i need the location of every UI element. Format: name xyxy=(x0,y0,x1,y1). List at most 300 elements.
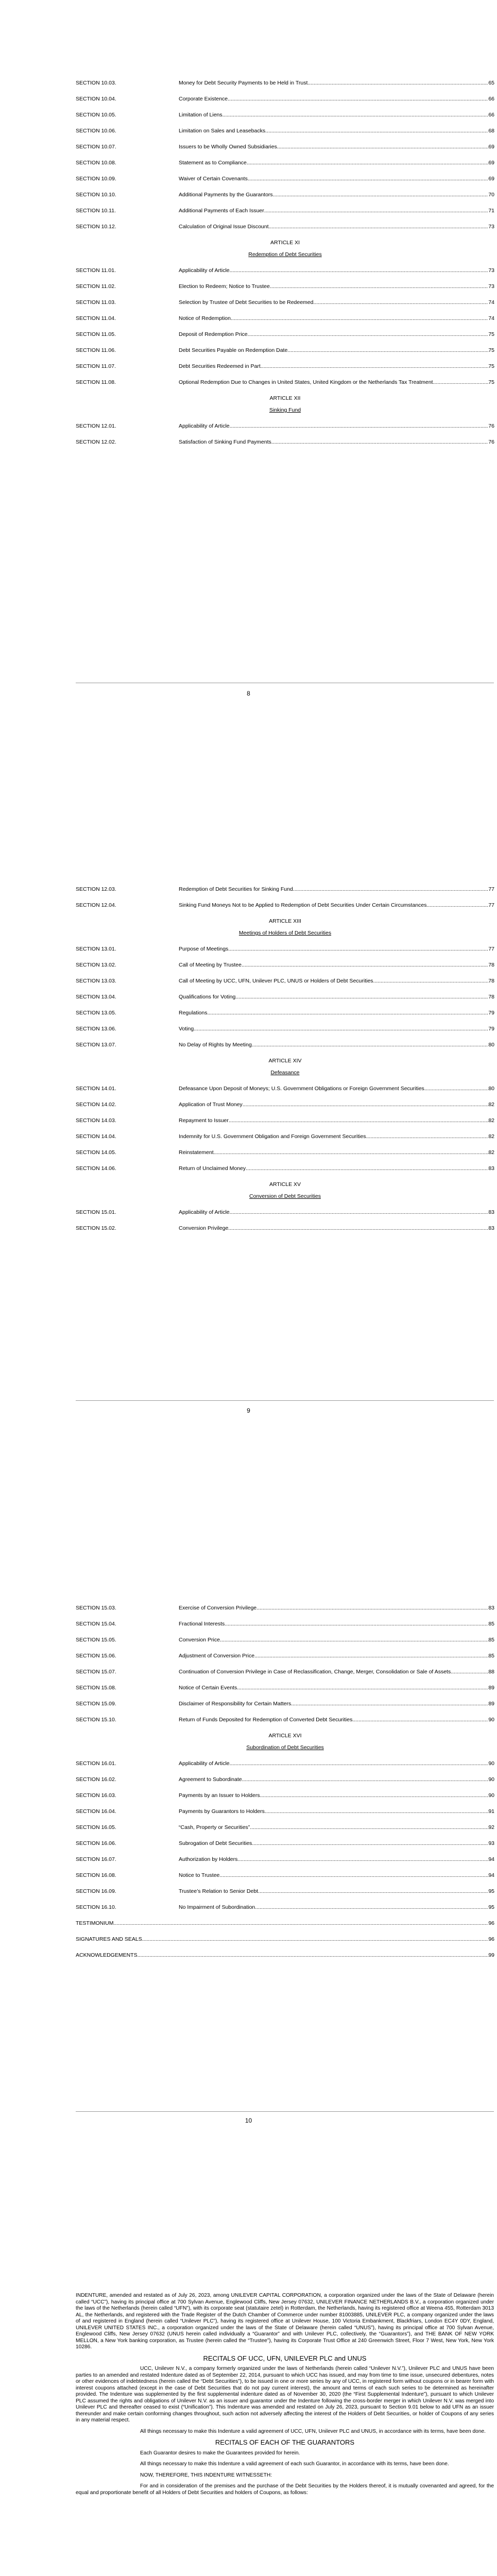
section-number: SECTION 16.06. xyxy=(76,1840,116,1846)
dot-leader xyxy=(228,96,488,103)
toc-entry xyxy=(76,176,494,182)
section-number: SECTION 14.02. xyxy=(76,1101,116,1108)
section-title: “Cash, Property or Securities” xyxy=(179,1824,250,1831)
toc-entry xyxy=(76,1117,494,1124)
page-ref: 80 xyxy=(488,1086,494,1092)
dot-leader xyxy=(246,1165,488,1172)
section-title: Call of Meeting by UCC, UFN, Unilever PLC, UNUS or Holders of Debt Securities xyxy=(179,978,373,984)
toc-entry xyxy=(76,96,494,103)
section-title: Debt Securities Redeemed in Part xyxy=(179,363,261,369)
section-entry xyxy=(179,1872,494,1879)
section-number: SECTION 13.04. xyxy=(76,994,116,1000)
dot-leader xyxy=(261,363,489,370)
section-number: SECTION 10.05. xyxy=(76,112,116,118)
toc-entry xyxy=(76,1872,494,1879)
recital-paragraph: UCC, Unilever N.V., a company formerly organized under the laws of Netherlands (herein called “Unilever N.V.”), Unilever PLC and UNUS have been parties to an amended and restated Indenture dated as of September 22, 2014, pursuant to which UCC has issued, and may from time to time issue, unsecured debentures, notes or other evidences of indebtedness (herein called the “Debt Securities”), to be issued in one or more series by any of UCC, in registered form without coupons or in bearer form with interest coupons attached (except in the case of Debt Securities that do not pay current interest), the amount and terms of each such series to be determined as hereinafter provided. The Indenture was supplemented by the first supplemental indenture dated as of November 30, 2020 (the “First Supplemental Indenture”), pursuant to which Unilever PLC assumed the rights and obligations of Unilever N.V. as an issuer and guarantor under the Indenture following the cross-border merger in which Unilever N.V. was merged into Unilever PLC and thereafter ceased to exist (“Unification”). This Indenture was amended and restated on July 26, 2023, pursuant to Section 9.01 below to add UFN as an issuer thereunder and make certain conforming changes throughout, such action not adversely affecting the interest of the Holders of Debt Securities, or holder of Coupons of any series in any material respect. xyxy=(76,2366,494,2423)
toc-entry xyxy=(76,160,494,166)
page-ref: 68 xyxy=(488,128,494,134)
page-ref: 75 xyxy=(488,379,494,385)
dot-leader xyxy=(427,902,489,909)
section-entry xyxy=(179,176,494,182)
page-ref: 71 xyxy=(488,208,494,214)
toc-entry xyxy=(76,208,494,214)
toc-entry xyxy=(76,1840,494,1847)
section-entry xyxy=(179,208,494,214)
section-title: Statement as to Compliance xyxy=(179,160,247,166)
section-entry xyxy=(179,379,494,386)
toc-entry xyxy=(76,1952,494,1959)
toc-entry xyxy=(76,1165,494,1172)
dot-leader xyxy=(424,1086,489,1092)
page-ref: 73 xyxy=(488,224,494,230)
dot-leader xyxy=(247,160,488,166)
section-number: SECTION 14.06. xyxy=(76,1165,116,1172)
toc-page-10 xyxy=(0,1432,497,2148)
page-ref: 92 xyxy=(488,1824,494,1831)
section-number: SECTION 13.05. xyxy=(76,1010,116,1016)
recital-paragraph: All things necessary to make this Indenture a valid agreement of each such Guarantor, in accordance with its terms, have been done. xyxy=(140,2461,449,2467)
toc-entry xyxy=(76,1149,494,1156)
section-title: No Impairment of Subordination xyxy=(179,1904,255,1910)
section-number: SECTION 15.05. xyxy=(76,1637,116,1643)
section-title: Calculation of Original Issue Discount xyxy=(179,224,269,230)
page-ref: 76 xyxy=(488,423,494,429)
page-separator xyxy=(76,2111,494,2112)
article-title: Subordination of Debt Securities xyxy=(246,1744,324,1751)
toc-entry xyxy=(76,946,494,953)
page-ref: 90 xyxy=(488,1717,494,1723)
toc-entry xyxy=(76,1086,494,1092)
toc-entry xyxy=(76,962,494,969)
article-heading: ARTICLE XVI xyxy=(268,1733,302,1739)
toc-entry xyxy=(76,331,494,338)
section-number: SECTION 16.02. xyxy=(76,1776,116,1783)
section-entry xyxy=(179,315,494,322)
section-entry xyxy=(179,1760,494,1767)
article-title: Meetings of Holders of Debt Securities xyxy=(238,930,332,936)
section-title: No Delay of Rights by Meeting xyxy=(179,1042,252,1048)
section-number: SECTION 14.01. xyxy=(76,1086,116,1092)
section-number: SECTION 11.06. xyxy=(76,347,116,353)
toc-entry xyxy=(76,1605,494,1612)
section-number: SECTION 10.03. xyxy=(76,80,116,86)
section-title: Issuers to be Wholly Owned Subsidiaries xyxy=(179,144,277,150)
section-entry xyxy=(179,1605,494,1612)
page-ref: 78 xyxy=(488,978,494,984)
section-entry xyxy=(179,902,494,909)
section-title: Return of Funds Deposited for Redemption of Converted Debt Securities xyxy=(179,1717,353,1723)
recitals-heading: RECITALS OF UCC, UFN, UNILEVER PLC and UNUS xyxy=(203,2354,367,2362)
toc-entry xyxy=(76,1776,494,1783)
page-ref: 93 xyxy=(488,1840,494,1846)
article-heading: ARTICLE XII xyxy=(269,395,301,401)
section-entry xyxy=(179,1904,494,1911)
page-ref: 96 xyxy=(488,1920,494,1926)
section-number: SECTION 13.02. xyxy=(76,962,116,968)
section-number: SECTION 15.06. xyxy=(76,1653,116,1659)
dot-leader xyxy=(256,1605,488,1612)
section-title: Return of Unclaimed Money xyxy=(179,1165,246,1172)
section-title: Fractional Interests xyxy=(179,1621,225,1627)
dot-leader xyxy=(270,283,488,290)
section-number: SECTION 13.07. xyxy=(76,1042,116,1048)
section-entry xyxy=(179,1165,494,1172)
section-title: Exercise of Conversion Privilege xyxy=(179,1605,257,1611)
section-title: Notice of Redemption xyxy=(179,315,231,321)
dot-leader xyxy=(313,299,488,306)
section-entry xyxy=(179,1086,494,1092)
section-title: Applicability of Article xyxy=(179,267,230,274)
section-title: Voting xyxy=(179,1026,194,1032)
section-number: SECTION 11.04. xyxy=(76,315,116,321)
section-number: SECTION 15.04. xyxy=(76,1621,116,1627)
section-entry xyxy=(179,978,494,985)
section-entry xyxy=(179,1888,494,1895)
section-title: TESTIMONIUM xyxy=(76,1920,114,1926)
toc-entry xyxy=(76,1133,494,1140)
page-ref: 65 xyxy=(488,80,494,86)
page-ref: 82 xyxy=(488,1133,494,1140)
section-title: Trustee’s Relation to Senior Debt xyxy=(179,1888,259,1894)
section-title: Continuation of Conversion Privilege in Case of Reclassification, Change, Merger, Consolidation or Sale of Assets xyxy=(179,1669,451,1675)
toc-entry xyxy=(76,192,494,198)
section-number: SECTION 16.07. xyxy=(76,1856,116,1862)
dot-leader xyxy=(252,1042,488,1048)
page-ref: 89 xyxy=(488,1685,494,1691)
section-title: Selection by Trustee of Debt Securities to be Redeemed xyxy=(179,299,314,306)
section-entry xyxy=(179,267,494,274)
section-number: SECTION 14.04. xyxy=(76,1133,116,1140)
section-entry xyxy=(179,1042,494,1048)
section-entry xyxy=(179,1824,494,1831)
section-title: Agreement to Subordinate xyxy=(179,1776,242,1783)
section-number: SECTION 10.04. xyxy=(76,96,116,102)
section-number: SECTION 10.12. xyxy=(76,224,116,230)
dot-leader xyxy=(293,886,489,893)
indenture-page-11 xyxy=(0,2148,497,2576)
page-ref: 75 xyxy=(488,331,494,337)
page-ref: 85 xyxy=(488,1621,494,1627)
page-ref: 96 xyxy=(488,1936,494,1942)
dot-leader xyxy=(252,1840,488,1847)
section-title: Regulations xyxy=(179,1010,208,1016)
section-entry xyxy=(179,112,494,118)
page-ref: 79 xyxy=(488,1010,494,1016)
toc-list xyxy=(76,886,494,1241)
page-ref: 83 xyxy=(488,1209,494,1215)
toc-entry xyxy=(76,1856,494,1863)
page-ref: 91 xyxy=(488,1808,494,1815)
section-title: Qualifications for Voting xyxy=(179,994,236,1000)
section-number: SECTION 16.04. xyxy=(76,1808,116,1815)
toc-entry xyxy=(76,1792,494,1799)
section-number: SECTION 15.03. xyxy=(76,1605,116,1611)
dot-leader xyxy=(352,1717,488,1723)
section-number: SECTION 14.03. xyxy=(76,1117,116,1124)
section-title: Call of Meeting by Trustee xyxy=(179,962,242,968)
page-ref: 90 xyxy=(488,1760,494,1767)
section-entry xyxy=(179,1209,494,1216)
page-ref: 79 xyxy=(488,1026,494,1032)
section-number: SECTION 10.07. xyxy=(76,144,116,150)
page-ref: 82 xyxy=(488,1149,494,1156)
dot-leader xyxy=(207,1010,488,1016)
section-title: Optional Redemption Due to Changes in United States, United Kingdom or the Netherlands Tax Treatment xyxy=(179,379,433,385)
section-title: Defeasance Upon Deposit of Moneys; U.S. Government Obligations or Foreign Government Securities xyxy=(179,1086,424,1092)
toc-entry xyxy=(76,1010,494,1016)
dot-leader xyxy=(271,439,489,446)
dot-leader xyxy=(142,1936,489,1943)
dot-leader xyxy=(237,1685,488,1691)
section-number: SECTION 15.02. xyxy=(76,1225,116,1231)
section-number: SECTION 15.10. xyxy=(76,1717,116,1723)
toc-entry xyxy=(76,1824,494,1831)
section-title: Corporate Existence xyxy=(179,96,228,102)
page-ref: 95 xyxy=(488,1888,494,1894)
section-entry xyxy=(179,1010,494,1016)
page-ref: 83 xyxy=(488,1605,494,1611)
guarantor-recitals-heading: RECITALS OF EACH OF THE GUARANTORS xyxy=(215,2438,355,2446)
toc-entry xyxy=(76,1717,494,1723)
page-ref: 94 xyxy=(488,1856,494,1862)
toc-entry xyxy=(76,112,494,118)
section-title: Deposit of Redemption Price xyxy=(179,331,248,337)
section-entry xyxy=(179,128,494,134)
toc-entry xyxy=(76,423,494,430)
dot-leader xyxy=(242,1776,489,1783)
dot-leader xyxy=(194,1026,488,1032)
toc-entry xyxy=(76,267,494,274)
section-title: Additional Payments of Each Issuer xyxy=(179,208,264,214)
section-entry xyxy=(179,160,494,166)
page-ref: 90 xyxy=(488,1792,494,1799)
section-title: Election to Redeem; Notice to Trustee xyxy=(179,283,270,290)
section-entry xyxy=(179,1117,494,1124)
section-entry xyxy=(179,363,494,370)
article-heading: ARTICLE XIII xyxy=(269,918,301,924)
dot-leader xyxy=(307,80,488,87)
dot-leader xyxy=(219,1872,488,1879)
section-entry xyxy=(179,994,494,1001)
dot-leader xyxy=(242,962,488,969)
section-title: Redemption of Debt Securities for Sinking Fund xyxy=(179,886,293,892)
section-title: Waiver of Certain Covenants xyxy=(179,176,248,182)
toc-entry xyxy=(76,1701,494,1707)
dot-leader xyxy=(254,1653,488,1659)
toc-entry xyxy=(76,315,494,322)
dot-leader xyxy=(228,946,488,953)
section-entry xyxy=(179,299,494,306)
section-title: Conversion Privilege xyxy=(179,1225,229,1231)
page-ref: 82 xyxy=(488,1101,494,1108)
section-number: SECTION 12.01. xyxy=(76,423,116,429)
section-entry xyxy=(179,1653,494,1659)
dot-leader xyxy=(255,1904,488,1911)
section-number: SECTION 13.06. xyxy=(76,1026,116,1032)
section-number: SECTION 15.07. xyxy=(76,1669,116,1675)
section-number: SECTION 13.01. xyxy=(76,946,116,952)
page-ref: 90 xyxy=(488,1776,494,1783)
page-ref: 78 xyxy=(488,994,494,1000)
toc-list xyxy=(76,1605,494,1968)
page-ref: 70 xyxy=(488,192,494,198)
dot-leader xyxy=(235,994,488,1001)
section-number: SECTION 10.08. xyxy=(76,160,116,166)
section-title: Notice to Trustee xyxy=(179,1872,220,1878)
section-entry xyxy=(179,1701,494,1707)
section-entry xyxy=(179,1225,494,1232)
section-entry xyxy=(179,946,494,953)
dot-leader xyxy=(273,192,489,198)
page-ref: 77 xyxy=(488,946,494,952)
section-title: SIGNATURES AND SEALS xyxy=(76,1936,142,1942)
section-entry xyxy=(179,331,494,338)
section-title: Purpose of Meetings xyxy=(179,946,229,952)
dot-leader xyxy=(248,176,488,182)
article-heading: ARTICLE XV xyxy=(269,1181,301,1188)
section-title: Applicability of Article xyxy=(179,1760,230,1767)
toc-entry xyxy=(76,1760,494,1767)
page-ref: 78 xyxy=(488,962,494,968)
section-entry xyxy=(179,144,494,150)
dot-leader xyxy=(451,1669,488,1675)
intro-paragraph: INDENTURE, amended and restated as of July 26, 2023, among UNILEVER CAPITAL CORPORATION, a corporation organized under the laws of the State of Delaware (herein called “UCC”), having its principal office at 700 Sylvan Avenue, Englewood Cliffs, New Jersey 07632, UNILEVER FINANCE NETHERLANDS B.V., a corporation organized under the laws of the Netherlands (herein called “UFN”), with its corporate seat (statutaire zetel) in Rotterdam, the Netherlands, having its registered office at Weena 455, Rotterdam 3013 AL, the Netherlands, and registered with the Trade Register of the Dutch Chamber of Commerce under number 81003885, UNILEVER PLC, a company organized under the laws of and registered in England (herein called “Unilever PLC”), having its registered office at Unilever House, 100 Victoria Embankment, Blackfriars, London EC4Y 0DY, England, UNILEVER UNITED STATES INC., a corporation organized under the laws of the State of Delaware (herein called “UNUS”), having its principal office at 700 Sylvan Avenue, Englewood Cliffs, New Jersey 07632 (UNUS herein called individually a “Guarantor” and with Unilever PLC, collectively, the “Guarantors”), and THE BANK OF NEW YORK MELLON, a New York banking corporation, as Trustee (herein called the “Trustee”), having its Corporate Trust Office at 240 Greenwich Street, Floor 7 West, New York, New York 10286. xyxy=(76,2293,494,2350)
dot-leader xyxy=(269,224,489,230)
section-entry xyxy=(179,1840,494,1847)
section-title: Debt Securities Payable on Redemption Date xyxy=(179,347,288,353)
section-number: SECTION 11.08. xyxy=(76,379,116,385)
page-ref: 83 xyxy=(488,1165,494,1172)
toc-page-9 xyxy=(0,716,497,1432)
toc-entry xyxy=(76,379,494,386)
section-entry xyxy=(179,1669,494,1675)
section-number: SECTION 16.03. xyxy=(76,1792,116,1799)
dot-leader xyxy=(230,423,489,430)
section-entry xyxy=(179,886,494,893)
section-entry xyxy=(179,1133,494,1140)
page-separator xyxy=(76,1400,494,1401)
section-entry xyxy=(179,1776,494,1783)
toc-entry xyxy=(76,1209,494,1216)
section-number: SECTION 16.08. xyxy=(76,1872,116,1878)
page-ref: 85 xyxy=(488,1653,494,1659)
section-title: Satisfaction of Sinking Fund Payments xyxy=(179,439,271,445)
page-ref: 69 xyxy=(488,176,494,182)
section-number: SECTION 12.03. xyxy=(76,886,116,892)
section-title: Reinstatement xyxy=(179,1149,214,1156)
section-entry xyxy=(179,1026,494,1032)
section-title: Notice of Certain Events xyxy=(179,1685,237,1691)
section-entry xyxy=(179,80,494,87)
toc-entry xyxy=(76,299,494,306)
section-number: SECTION 11.02. xyxy=(76,283,116,290)
toc-entry xyxy=(76,886,494,893)
dot-leader xyxy=(366,1133,489,1140)
page-ref: 77 xyxy=(488,886,494,892)
dot-leader xyxy=(214,1149,489,1156)
toc-entry xyxy=(76,1904,494,1911)
article-title: Redemption of Debt Securities xyxy=(248,251,322,258)
section-number: SECTION 15.09. xyxy=(76,1701,116,1707)
section-number: SECTION 10.09. xyxy=(76,176,116,182)
page-ref: 80 xyxy=(488,1042,494,1048)
page-ref: 73 xyxy=(488,267,494,274)
section-title: Conversion Price xyxy=(179,1637,220,1643)
toc-entry xyxy=(76,1042,494,1048)
toc-entry xyxy=(76,224,494,230)
section-entry xyxy=(179,224,494,230)
article-heading: ARTICLE XI xyxy=(270,240,300,246)
page-ref: 74 xyxy=(488,315,494,321)
section-number: SECTION 16.09. xyxy=(76,1888,116,1894)
section-number: SECTION 10.10. xyxy=(76,192,116,198)
section-number: SECTION 16.01. xyxy=(76,1760,116,1767)
article-heading: ARTICLE XIV xyxy=(268,1058,302,1064)
section-title: Money for Debt Security Payments to be Held in Trust xyxy=(179,80,308,86)
article-title: Sinking Fund xyxy=(269,407,301,413)
section-number: SECTION 15.01. xyxy=(76,1209,116,1215)
dot-leader xyxy=(250,1824,488,1831)
section-entry xyxy=(179,1717,494,1723)
section-entry xyxy=(179,1101,494,1108)
section-entry xyxy=(179,1856,494,1863)
section-title: Payments by Guarantors to Holders xyxy=(179,1808,265,1815)
page-ref: 74 xyxy=(488,299,494,306)
toc-entry xyxy=(76,1621,494,1628)
toc-list xyxy=(76,80,494,455)
page-ref: 75 xyxy=(488,347,494,353)
indenture-body xyxy=(76,2293,494,2501)
dot-leader xyxy=(433,379,489,386)
section-title: Disclaimer of Responsibility for Certain Matters xyxy=(179,1701,292,1707)
dot-leader xyxy=(258,1888,488,1895)
page-ref: 66 xyxy=(488,112,494,118)
dot-leader xyxy=(243,1101,489,1108)
section-title: Repayment to Issuer xyxy=(179,1117,229,1124)
toc-entry xyxy=(76,1026,494,1032)
dot-leader xyxy=(265,1808,488,1815)
page-ref: 94 xyxy=(488,1872,494,1878)
closing-paragraph: For and in consideration of the premises and the purchase of the Debt Securities by the Holders thereof, it is mutually covenanted and agreed, for the equal and proportionate benefit of all Holders of Debt Securities and holders of Coupons, as follows: xyxy=(76,2483,494,2496)
toc-page-8 xyxy=(0,0,497,716)
section-title: Subrogation of Debt Securities xyxy=(179,1840,252,1846)
toc-entry xyxy=(76,144,494,150)
recital-paragraph: All things necessary to make this Indenture a valid agreement of UCC, UFN, Unilever PLC and UNUS, in accordance with its terms, have been done. xyxy=(140,2428,486,2434)
toc-entry xyxy=(76,1920,494,1927)
dot-leader xyxy=(291,1701,488,1707)
witness-line: NOW, THEREFORE, THIS INDENTURE WITNESSETH: xyxy=(140,2472,272,2478)
toc-entry xyxy=(76,1637,494,1643)
dot-leader xyxy=(248,331,489,338)
toc-entry xyxy=(76,1808,494,1815)
section-entry xyxy=(179,439,494,446)
section-entry xyxy=(179,962,494,969)
section-entry xyxy=(179,96,494,103)
toc-entry xyxy=(76,994,494,1001)
section-number: SECTION 13.03. xyxy=(76,978,116,984)
dot-leader xyxy=(265,128,488,134)
page-ref: 69 xyxy=(488,144,494,150)
section-number: SECTION 11.05. xyxy=(76,331,116,337)
toc-entry xyxy=(76,347,494,354)
section-title: Limitation of Liens xyxy=(179,112,222,118)
section-number: SECTION 12.02. xyxy=(76,439,116,445)
dot-leader xyxy=(373,978,489,985)
section-number: SECTION 16.05. xyxy=(76,1824,116,1831)
toc-entry xyxy=(76,1685,494,1691)
section-title: ACKNOWLEDGEMENTS xyxy=(76,1952,138,1958)
page-ref: 76 xyxy=(488,439,494,445)
